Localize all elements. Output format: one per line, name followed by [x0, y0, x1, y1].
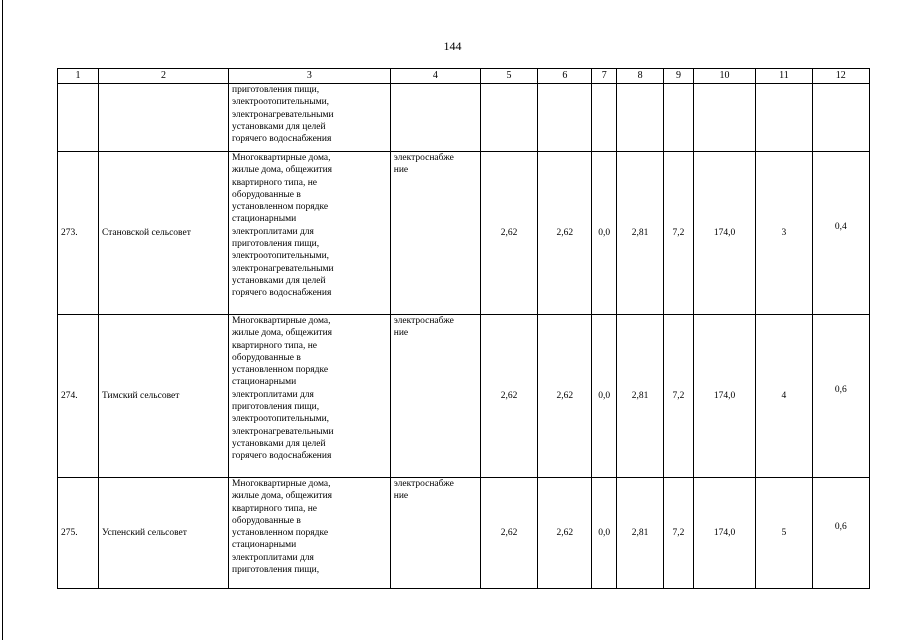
tariff-table	[57, 68, 870, 589]
description-line: квартирного типа, не	[231, 503, 317, 514]
value-cell: 2,81	[617, 152, 664, 315]
value-cell: 2,81	[617, 478, 664, 589]
column-header: 6	[538, 69, 592, 84]
service-line: электроснабже	[393, 316, 454, 326]
value-text: 0,6	[834, 521, 847, 532]
value-cell	[812, 84, 869, 152]
description-line: жилые дома, общежития	[231, 328, 333, 339]
row-number-cell: 274.	[58, 315, 99, 478]
description-line: квартирного типа, не	[231, 177, 317, 188]
column-header: 5	[480, 69, 537, 84]
consumer-description-cell	[228, 84, 390, 152]
description-line: установленном порядке	[231, 365, 329, 376]
value-cell: 0,0	[592, 478, 617, 589]
table-row	[58, 152, 870, 315]
value-cell: 2,62	[480, 152, 537, 315]
value-cell: 2,62	[480, 315, 537, 478]
description-line: горячего водоснабжения	[231, 134, 332, 145]
value-cell: 174,0	[693, 478, 755, 589]
column-number-header-row	[58, 69, 870, 84]
value-cell: 2,81	[617, 315, 664, 478]
value-cell: 174,0	[693, 315, 755, 478]
column-header: 2	[98, 69, 228, 84]
description-line: установленном порядке	[231, 528, 329, 539]
service-line: электроснабже	[393, 479, 454, 489]
description-line: установками для целей	[231, 438, 326, 449]
value-cell	[693, 84, 755, 152]
description-line: электронагревательными	[231, 109, 334, 120]
description-line: электроплитами для	[231, 552, 314, 563]
settlement-name-cell: Тимский сельсовет	[98, 315, 228, 478]
column-header: 10	[693, 69, 755, 84]
row-number-cell: 273.	[58, 152, 99, 315]
service-line: ние	[393, 165, 409, 176]
value-cell	[592, 84, 617, 152]
description-line: жилые дома, общежития	[231, 165, 333, 176]
description-line: стационарными	[231, 540, 297, 551]
description-line: электроотопительными,	[231, 97, 330, 108]
value-cell: 2,62	[538, 315, 592, 478]
service-cell	[390, 315, 480, 478]
page-number: 144	[443, 39, 462, 53]
settlement-cell	[98, 84, 228, 152]
description-line: электроотопительными,	[231, 414, 330, 425]
column-header: 3	[228, 69, 390, 84]
value-cell	[812, 315, 869, 478]
value-cell: 7,2	[664, 478, 694, 589]
description-line: горячего водоснабжения	[231, 288, 332, 299]
value-cell	[480, 84, 537, 152]
value-cell: 2,62	[538, 152, 592, 315]
description-line: стационарными	[231, 377, 297, 388]
service-cell	[390, 84, 480, 152]
column-header: 1	[58, 69, 99, 84]
value-text: 0,6	[834, 384, 847, 395]
description-line: оборудованные в	[231, 515, 301, 526]
value-text: 0,4	[834, 221, 847, 232]
description-line: электроотопительными,	[231, 251, 330, 262]
consumer-description-cell	[228, 315, 390, 478]
settlement-name-cell: Успенский сельсовет	[98, 478, 228, 589]
value-cell	[756, 84, 812, 152]
description-line: Многоквартирные дома,	[231, 479, 331, 489]
value-cell: 7,2	[664, 152, 694, 315]
value-cell	[617, 84, 664, 152]
description-line: электроплитами для	[231, 389, 314, 400]
value-cell: 5	[756, 478, 812, 589]
description-line: установленном порядке	[231, 202, 329, 213]
description-line: приготовления пищи,	[231, 402, 320, 413]
consumer-description-cell	[228, 478, 390, 589]
column-header: 11	[756, 69, 812, 84]
value-cell: 7,2	[664, 315, 694, 478]
column-header: 9	[664, 69, 694, 84]
description-line: Многоквартирные дома,	[231, 153, 331, 163]
service-line: ние	[393, 491, 409, 502]
page-left-edge-line	[2, 0, 3, 640]
column-header: 7	[592, 69, 617, 84]
column-header: 8	[617, 69, 664, 84]
description-line: Многоквартирные дома,	[231, 316, 331, 326]
description-line: приготовления пищи,	[231, 239, 320, 250]
service-line: электроснабже	[393, 153, 454, 163]
service-cell	[390, 478, 480, 589]
description-line: приготовления пищи,	[231, 565, 320, 576]
value-cell: 174,0	[693, 152, 755, 315]
column-header: 12	[812, 69, 869, 84]
description-line: электронагревательными	[231, 426, 334, 437]
consumer-description-cell	[228, 152, 390, 315]
description-line: оборудованные в	[231, 352, 301, 363]
description-line: электронагревательными	[231, 263, 334, 274]
description-line: квартирного типа, не	[231, 340, 317, 351]
row-number-cell: 275.	[58, 478, 99, 589]
description-line: приготовления пищи,	[231, 85, 320, 95]
value-cell: 2,62	[480, 478, 537, 589]
value-cell	[812, 152, 869, 315]
continued-row	[58, 84, 870, 152]
table-row	[58, 315, 870, 478]
description-line: горячего водоснабжения	[231, 451, 332, 462]
description-line: электроплитами для	[231, 226, 314, 237]
description-line: стационарными	[231, 214, 297, 225]
value-cell: 4	[756, 315, 812, 478]
service-line: ние	[393, 328, 409, 339]
value-cell: 3	[756, 152, 812, 315]
table-row	[58, 478, 870, 589]
settlement-name-cell: Становской сельсовет	[98, 152, 228, 315]
value-cell: 2,62	[538, 478, 592, 589]
column-header: 4	[390, 69, 480, 84]
value-cell: 0,0	[592, 315, 617, 478]
service-cell	[390, 152, 480, 315]
value-cell	[538, 84, 592, 152]
row-number-cell	[58, 84, 99, 152]
description-line: оборудованные в	[231, 189, 301, 200]
description-line: установками для целей	[231, 275, 326, 286]
value-cell	[812, 478, 869, 589]
description-line: установками для целей	[231, 121, 326, 132]
value-cell	[664, 84, 694, 152]
description-line: жилые дома, общежития	[231, 491, 333, 502]
value-cell: 0,0	[592, 152, 617, 315]
